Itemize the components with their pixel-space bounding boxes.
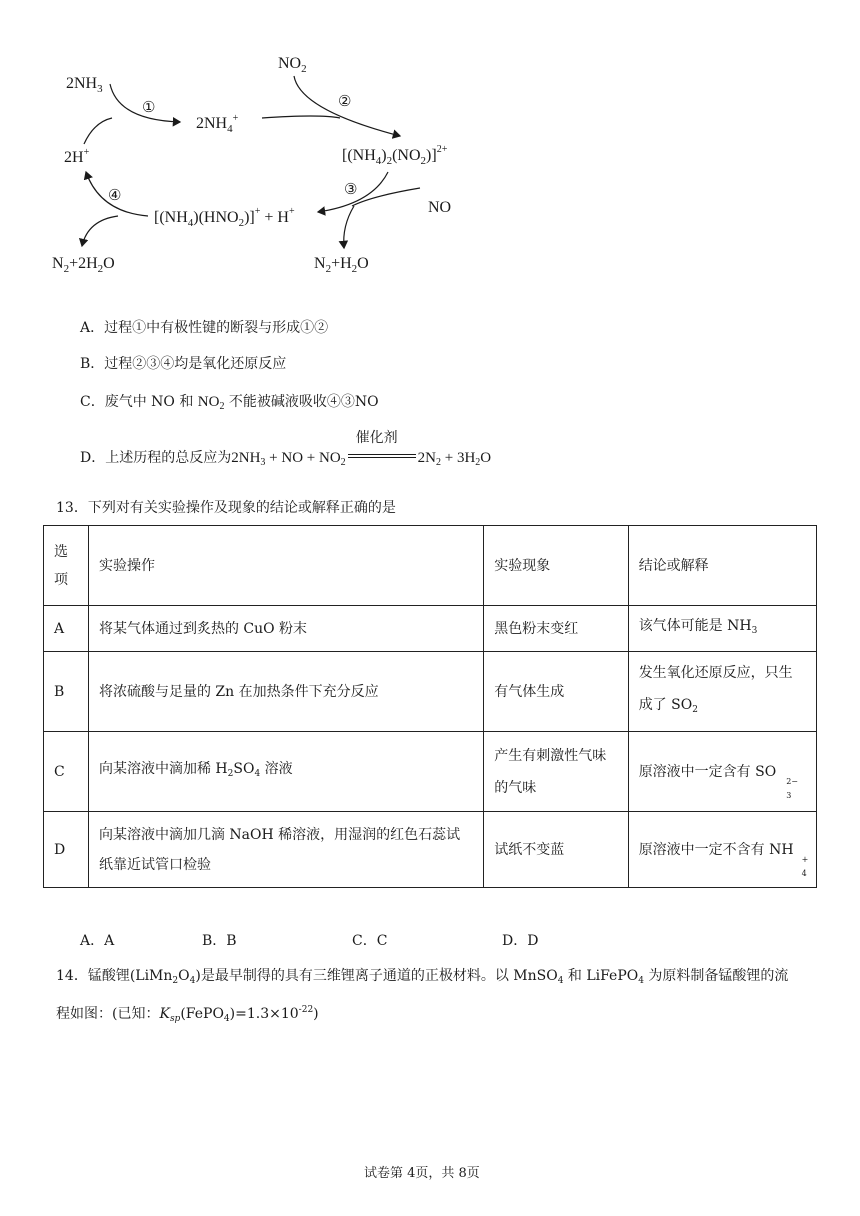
question-14-line2: 程如图：(已知：$K_{sp}(FePO_4)=1.3\times 10^{-22}$)	[56, 1005, 319, 1024]
q13-choice-a: A．A	[80, 933, 115, 949]
option-12-b: B．过程②③④均是氧化还原反应	[80, 356, 287, 372]
step2-label: ②	[338, 94, 352, 110]
product-left: $N_2+2H_2O$	[52, 255, 115, 275]
step4-label: ④	[108, 188, 122, 204]
row-d-phenomenon: 试纸不变蓝	[484, 812, 628, 888]
question-13-stem: 13．下列对有关实验操作及现象的结论或解释正确的是	[56, 500, 396, 516]
line-nh4-to-step2	[262, 116, 340, 118]
row-a-operation: 将某气体通过到炙热的 CuO 粉末	[88, 606, 483, 652]
row-b-phenomenon: 有气体生成	[484, 652, 628, 732]
row-b-operation: 将浓硫酸与足量的 Zn 在加热条件下充分反应	[88, 652, 483, 732]
arrow-step3-no-in	[352, 188, 420, 206]
q13-choice-b: B．B	[202, 933, 237, 949]
row-d-conclusion: 原溶液中一定不含有 NH + 4	[628, 812, 816, 888]
row-c-operation: 向某溶液中滴加稀 $H_2SO_4$ 溶液	[88, 732, 483, 812]
table-header-row	[44, 526, 817, 606]
arrow-step3-product	[344, 206, 354, 248]
reactant-2nh3: $2NH_3$	[66, 75, 103, 95]
header-phenomenon: 实验现象	[484, 526, 628, 606]
reactant-no: NO	[428, 199, 452, 216]
option-12-c-pre: C．废气中 NO 和	[80, 394, 198, 410]
intermediate-2h-plus: 2H+	[64, 147, 90, 166]
option-12-c: C．废气中 NO 和 $NO_2$ 不能被碱液吸收④③NO	[80, 394, 379, 412]
reaction-mechanism-diagram	[0, 0, 860, 290]
header-option: 选项	[44, 526, 89, 606]
catalyst-label: 催化剂	[355, 430, 398, 446]
intermediate-complex1: $[(NH_4)_2(NO_2)]^{2+}$	[342, 144, 448, 167]
option-12-a: A．过程①中有极性键的断裂与形成①②	[80, 320, 329, 336]
arrow-step4-product	[82, 216, 118, 246]
table-row	[44, 812, 817, 888]
intermediate-complex2: $[(NH_4)(HNO_2)]^+ + H^+$	[154, 206, 295, 229]
intermediate-2nh4: $2NH_4^+$	[196, 113, 239, 135]
header-operation: 实验操作	[88, 526, 483, 606]
q13-choice-d: D．D	[502, 933, 539, 949]
step3-label: ③	[344, 182, 358, 198]
row-c-conclusion: 原溶液中一定含有 SO 2− 3	[628, 732, 816, 812]
option-12-c-post: 不能被碱液吸收④③NO	[224, 394, 379, 410]
page-footer: 试卷第 4页，共 8页	[364, 1166, 480, 1181]
question-14-line1: 14．锰酸锂$(LiMn_2O_4)$是最早制得的具有三维锂离子通道的正极材料。以 MnSO$_4$ 和 LiFePO$_4$ 为原料制备锰酸锂的流	[56, 968, 789, 986]
step1-label: ①	[142, 100, 156, 116]
q13-choice-c: C．C	[352, 933, 388, 949]
experiment-table	[43, 525, 817, 888]
table-row	[44, 652, 817, 732]
row-d-operation: 向某溶液中滴加几滴 NaOH 稀溶液，用湿润的红色石蕊试纸靠近试管口检验	[88, 812, 483, 888]
row-b-option: B	[44, 652, 89, 732]
option-12-d-pre: D．上述历程的总反应为	[80, 450, 232, 466]
option-12-d: D．上述历程的总反应为$2NH_3$ + NO + $NO_2$ 催化剂 $2N_2 + 3H_2O$	[80, 430, 492, 468]
arrow-2h-to-step1	[84, 118, 112, 144]
row-a-phenomenon: 黑色粉末变红	[484, 606, 628, 652]
product-right: $N_2+H_2O$	[314, 255, 369, 275]
reactant-no2: $NO_2$	[278, 55, 307, 75]
table-row	[44, 606, 817, 652]
header-conclusion: 结论或解释	[628, 526, 816, 606]
row-d-option: D	[44, 812, 89, 888]
row-a-option: A	[44, 606, 89, 652]
row-b-conclusion: 发生氧化还原反应，只生成了 $SO_2$	[628, 652, 816, 732]
row-c-option: C	[44, 732, 89, 812]
table-row	[44, 732, 817, 812]
row-a-conclusion: 该气体可能是 $NH_3$	[628, 606, 816, 652]
row-c-phenomenon: 产生有刺激性气味的气味	[484, 732, 628, 812]
